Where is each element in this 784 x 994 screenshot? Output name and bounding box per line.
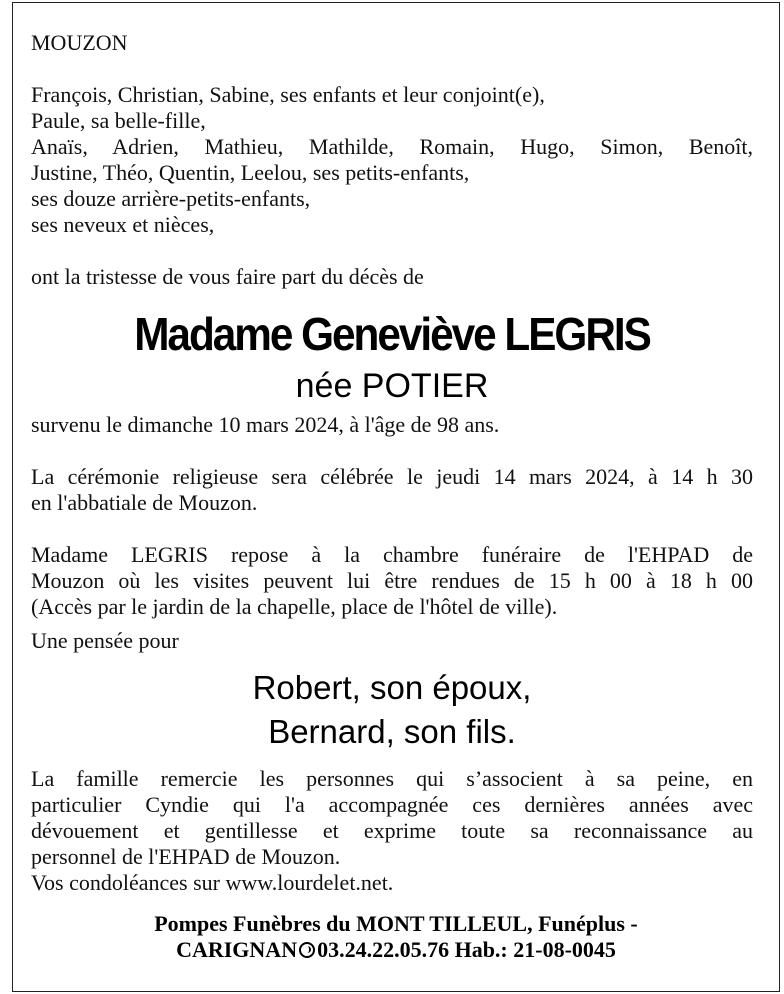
family-line: Paule, sa belle-fille, [31,108,206,133]
thanks-line: personnel de l'EHPAD de Mouzon. [31,844,341,869]
funeral-home-city: CARIGNAN [176,937,298,962]
thanks-line: La famille remercie les personnes qui s’associent à sa peine, en [31,766,753,791]
thanks-paragraph [31,766,753,896]
rest-line: Mouzon où les visites peuvent lui être rendues de 15 h 00 à 18 h 00 [31,568,753,593]
thought-intro: Une pensée pour [31,628,179,653]
rest-line: (Accès par le jardin de la chapelle, place de l'hôtel de ville). [31,594,558,619]
town-heading: MOUZON [31,30,128,55]
rest-paragraph [31,542,753,620]
phone-icon [299,942,315,958]
family-list [31,82,753,238]
ceremony-line: La cérémonie religieuse sera célébrée le jeudi 14 mars 2024, à 14 h 30 [31,464,753,489]
maiden-name: née POTIER [295,367,489,405]
announcement-text: ont la tristesse de vous faire part du décès de [31,264,424,289]
ceremony-line: en l'abbatiale de Mouzon. [31,490,258,515]
deceased-name: Madame Geneviève LEGRIS [134,308,650,360]
family-line: Justine, Théo, Quentin, Leelou, ses petits-enfants, [31,160,470,185]
funeral-home-contact [24,937,768,963]
funeral-home-phone: 03.24.22.05.76 Hab.: 21-08-0045 [317,937,616,962]
ceremony-paragraph [31,464,753,516]
family-line: ses neveux et nièces, [31,212,215,237]
memorial-block [31,666,753,754]
family-line: Anaïs, Adrien, Mathieu, Mathilde, Romain, Hugo, Simon, Benoît, [31,134,753,159]
rest-line: Madame LEGRIS repose à la chambre funéraire de l'EHPAD de [31,542,753,567]
death-info: survenu le dimanche 10 mars 2024, à l'âge de 98 ans. [31,412,500,437]
thanks-line: particulier Cyndie qui l'a accompagnée ces dernières années avec [31,792,753,817]
memorial-line: Robert, son époux, [252,669,532,706]
funeral-home-name: Pompes Funèbres du MONT TILLEUL, Funéplus - [154,911,638,936]
condolences-line: Vos condoléances sur www.lourdelet.net. [31,870,394,895]
obituary-notice [31,30,753,896]
funeral-home-footer [24,911,768,963]
family-line: ses douze arrière-petits-enfants, [31,186,311,211]
family-line: François, Christian, Sabine, ses enfants et leur conjoint(e), [31,82,545,107]
memorial-line: Bernard, son fils. [268,713,516,750]
thanks-line: dévouement et gentillesse et exprime toute sa reconnaissance au [31,818,753,843]
